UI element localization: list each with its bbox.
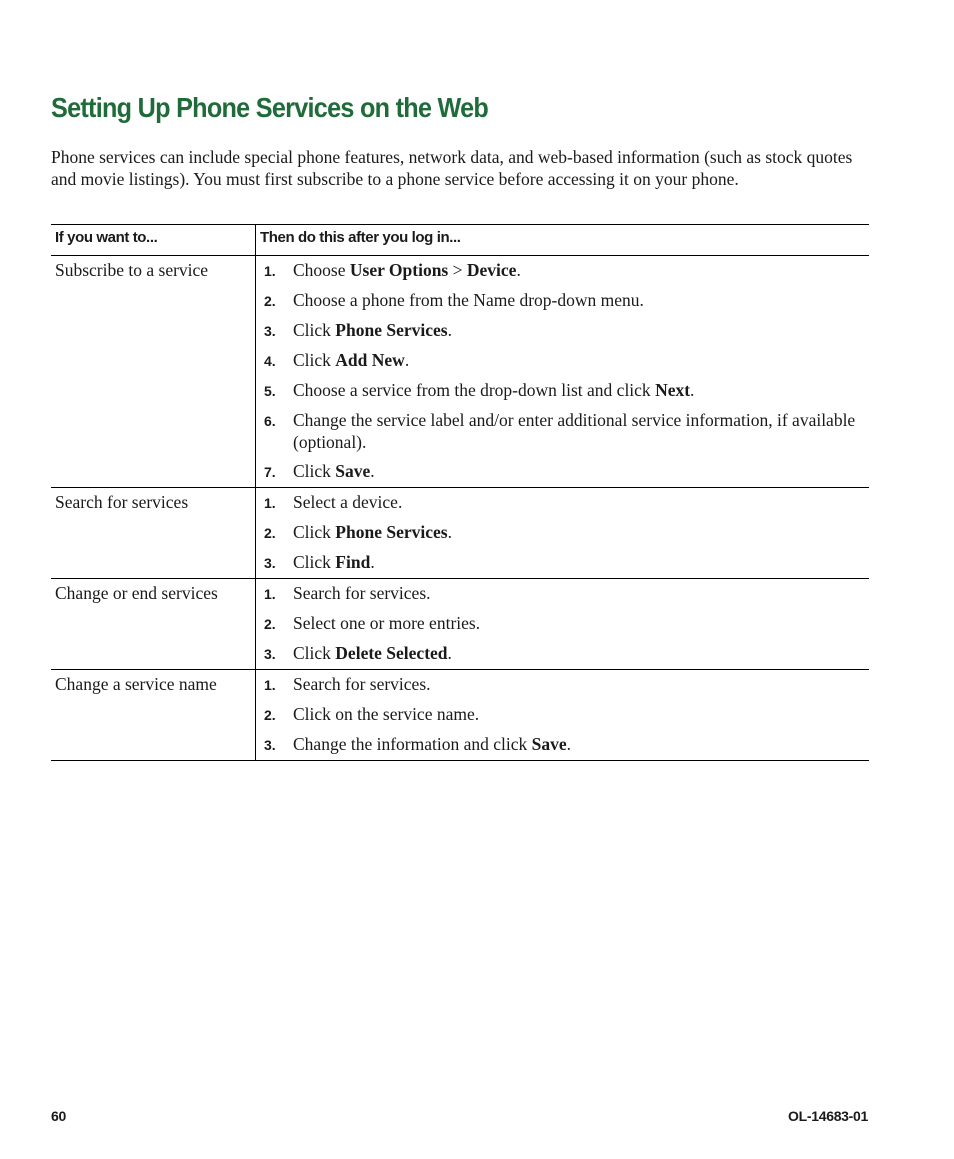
ui-term: Phone Services <box>335 522 448 542</box>
step-number: 2. <box>264 525 276 541</box>
step-text-part: . <box>404 350 410 370</box>
step-item <box>264 491 865 514</box>
step-number: 3. <box>264 555 276 571</box>
step-text-part: Click <box>293 552 336 572</box>
step-item <box>264 582 865 605</box>
table-header-row <box>51 225 869 256</box>
step-number: 1. <box>264 586 276 602</box>
ui-term: Device <box>466 260 517 280</box>
step-item <box>264 673 865 696</box>
step-text-part: Click <box>293 350 336 370</box>
ui-term: Delete Selected <box>335 643 448 663</box>
ui-term: Add New <box>335 350 405 370</box>
step-text-part: Choose a phone from the Name drop-down menu. <box>293 290 644 310</box>
step-text <box>293 551 865 574</box>
steps-cell <box>256 670 870 761</box>
step-text <box>293 703 865 726</box>
step-item <box>264 460 865 483</box>
step-text-part: Search for services. <box>293 674 431 694</box>
step-text-part: Click <box>293 643 336 663</box>
page-number: 60 <box>51 1108 66 1124</box>
document-id: OL-14683-01 <box>788 1108 868 1124</box>
step-text-part: . <box>447 643 452 663</box>
step-number: 2. <box>264 616 276 632</box>
step-text-part: . <box>516 260 521 280</box>
step-text <box>293 733 865 756</box>
step-item <box>264 733 865 756</box>
table-row <box>51 670 869 761</box>
step-item <box>264 521 865 544</box>
step-text <box>293 612 865 635</box>
header-if-you-want: If you want to... <box>51 225 256 256</box>
table-body <box>51 256 869 761</box>
step-text <box>293 642 865 665</box>
step-number: 5. <box>264 383 276 399</box>
step-text-part: Change the information and click <box>293 734 532 754</box>
step-text <box>293 460 865 483</box>
step-text-part: . <box>447 522 452 542</box>
step-text <box>293 491 865 514</box>
step-text-part: Click <box>293 461 336 481</box>
step-text <box>293 521 865 544</box>
ui-term: Phone Services <box>335 320 448 340</box>
task-cell: Subscribe to a service <box>51 256 256 488</box>
step-text <box>293 289 865 312</box>
steps-cell <box>256 579 870 670</box>
step-text-part: Click <box>293 522 336 542</box>
step-text-part: Change the service label and/or enter additional service information, if available (optional). <box>293 410 856 452</box>
step-number: 7. <box>264 464 276 480</box>
step-number: 1. <box>264 495 276 511</box>
step-item <box>264 259 865 282</box>
step-text-part: Choose a service from the drop-down list and click <box>293 380 656 400</box>
task-cell: Search for services <box>51 488 256 579</box>
steps-cell <box>256 256 870 488</box>
table-row <box>51 256 869 488</box>
ui-term: User Options <box>349 260 449 280</box>
step-item <box>264 319 865 342</box>
step-text <box>293 319 865 342</box>
services-table <box>51 224 869 761</box>
step-item <box>264 612 865 635</box>
step-number: 3. <box>264 737 276 753</box>
step-number: 1. <box>264 677 276 693</box>
step-text-part: . <box>566 734 571 754</box>
step-number: 2. <box>264 293 276 309</box>
step-text-part: Search for services. <box>293 583 431 603</box>
step-text <box>293 349 865 372</box>
intro-paragraph: Phone services can include special phone features, network data, and web-based information (such as stock quotes and movie listings). You must first subscribe to a phone service before accessing it on your phone. <box>51 147 853 189</box>
step-text-part: Select one or more entries. <box>293 613 481 633</box>
header-then-do-this: Then do this after you log in... <box>256 225 870 256</box>
step-text <box>293 673 865 696</box>
table-row <box>51 488 869 579</box>
step-item <box>264 703 865 726</box>
step-text <box>293 259 865 282</box>
table-row <box>51 579 869 670</box>
task-cell: Change a service name <box>51 670 256 761</box>
step-text <box>293 582 865 605</box>
step-number: 2. <box>264 707 276 723</box>
step-number: 6. <box>264 413 276 429</box>
step-text-part: Select a device. <box>293 492 403 512</box>
ui-term: Next <box>655 380 691 400</box>
step-item <box>264 642 865 665</box>
step-number: 3. <box>264 323 276 339</box>
step-text <box>293 379 865 402</box>
task-cell: Change or end services <box>51 579 256 670</box>
step-text-part: . <box>690 380 695 400</box>
steps-cell <box>256 488 870 579</box>
step-item <box>264 379 865 402</box>
step-item <box>264 551 865 574</box>
step-text-part: . <box>447 320 452 340</box>
ui-term: Save <box>335 461 371 481</box>
step-text-part: . <box>370 461 375 481</box>
step-text-part: Click <box>293 320 336 340</box>
step-text-part: Click on the service name. <box>293 704 480 724</box>
step-item <box>264 349 865 372</box>
step-text-part: . <box>370 552 375 572</box>
step-text-part: > <box>448 260 467 280</box>
step-text-part: Choose <box>293 260 350 280</box>
step-item <box>264 409 865 453</box>
ui-term: Save <box>531 734 567 754</box>
step-item <box>264 289 865 312</box>
step-number: 1. <box>264 263 276 279</box>
ui-term: Find <box>335 552 371 572</box>
page-title: Setting Up Phone Services on the Web <box>51 92 489 123</box>
step-number: 3. <box>264 646 276 662</box>
step-text <box>293 409 865 453</box>
step-number: 4. <box>264 353 276 369</box>
